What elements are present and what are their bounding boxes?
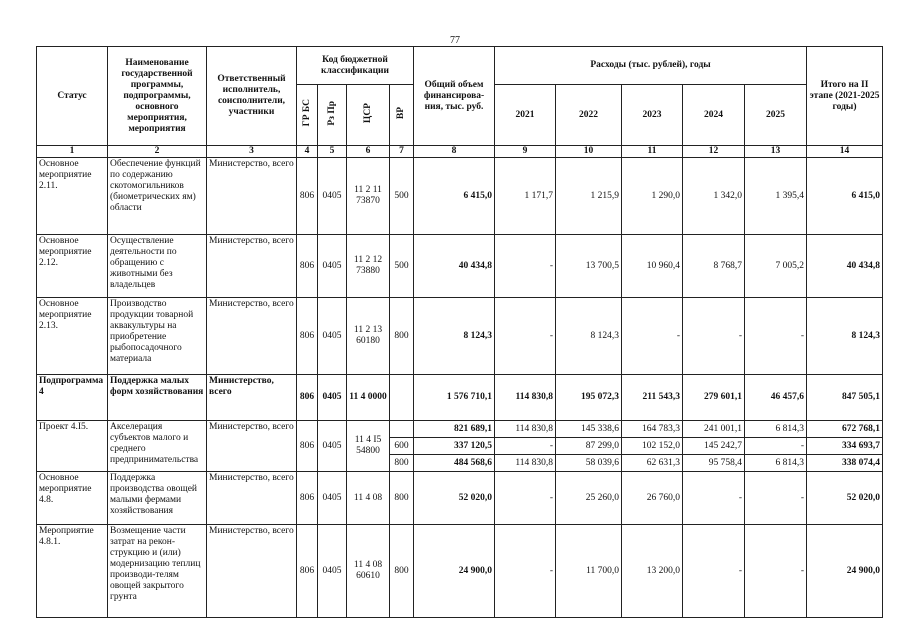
column-number: 3 — [207, 146, 297, 158]
row-stage-total: 334 693,7 — [807, 438, 883, 455]
header-year-2025: 2025 — [745, 85, 807, 146]
header-total-volume: Общий объем финансирова-ния, тыс. руб. — [414, 47, 495, 146]
row-csr: 11 4 I5 54800 — [347, 421, 390, 472]
row-2025: 7 005,2 — [745, 235, 807, 298]
row-2023: 13 200,0 — [622, 525, 683, 618]
row-rzpr: 0405 — [318, 375, 347, 421]
column-number: 2 — [108, 146, 207, 158]
row-csr: 11 4 08 — [347, 472, 390, 525]
row-grbs: 806 — [297, 158, 318, 235]
table-row — [37, 421, 883, 438]
row-2022: 8 124,3 — [556, 298, 622, 375]
header-year-2022: 2022 — [556, 85, 622, 146]
row-2023: 211 543,3 — [622, 375, 683, 421]
row-total: 8 124,3 — [414, 298, 495, 375]
row-2025: - — [745, 525, 807, 618]
column-number: 14 — [807, 146, 883, 158]
row-2022: 1 215,9 — [556, 158, 622, 235]
column-number: 6 — [347, 146, 390, 158]
row-2021: 114 830,8 — [495, 421, 556, 438]
row-csr: 11 2 11 73870 — [347, 158, 390, 235]
row-grbs: 806 — [297, 375, 318, 421]
row-vr: 500 — [390, 235, 414, 298]
row-grbs: 806 — [297, 298, 318, 375]
row-csr: 11 2 13 60180 — [347, 298, 390, 375]
column-number: 1 — [37, 146, 108, 158]
row-total: 24 900,0 — [414, 525, 495, 618]
row-2024: 241 001,1 — [683, 421, 745, 438]
row-grbs: 806 — [297, 235, 318, 298]
row-status: Основное мероприятие 2.13. — [37, 298, 108, 375]
row-2021: - — [495, 525, 556, 618]
header-stage-total: Итого на II этапе (2021-2025 годы) — [807, 47, 883, 146]
header-year-2024: 2024 — [683, 85, 745, 146]
row-total: 52 020,0 — [414, 472, 495, 525]
row-total: 484 568,6 — [414, 455, 495, 472]
column-number: 8 — [414, 146, 495, 158]
row-stage-total: 338 074,4 — [807, 455, 883, 472]
row-2024: 279 601,1 — [683, 375, 745, 421]
row-rzpr: 0405 — [318, 235, 347, 298]
header-name: Наименование государственной программы, подпрограммы, основного мероприятия, мероприятия — [108, 47, 207, 146]
row-total: 6 415,0 — [414, 158, 495, 235]
row-total: 1 576 710,1 — [414, 375, 495, 421]
row-responsible: Министерство, всего — [207, 525, 297, 618]
row-name: Осуществление деятельности по обращению с животными без владельцев — [108, 235, 207, 298]
row-2022: 13 700,5 — [556, 235, 622, 298]
row-vr: 800 — [390, 455, 414, 472]
row-2024: - — [683, 472, 745, 525]
row-vr: 600 — [390, 438, 414, 455]
column-number: 13 — [745, 146, 807, 158]
row-status: Основное мероприятие 4.8. — [37, 472, 108, 525]
row-name: Возмещение части затрат на рекон-струкцию и (или) модернизацию теплиц производи-телям овощей закрытого грунта — [108, 525, 207, 618]
row-2025: 46 457,6 — [745, 375, 807, 421]
column-number: 10 — [556, 146, 622, 158]
row-responsible: Министерство, всего — [207, 298, 297, 375]
row-status: Мероприятие 4.8.1. — [37, 525, 108, 618]
row-name: Производство продукции товарной аквакультуры на приобретение рыбопосадочного материала — [108, 298, 207, 375]
row-2024: 145 242,7 — [683, 438, 745, 455]
row-2022: 11 700,0 — [556, 525, 622, 618]
header-status: Статус — [37, 47, 108, 146]
column-number: 5 — [318, 146, 347, 158]
table-row — [37, 472, 883, 525]
row-rzpr: 0405 — [318, 421, 347, 472]
column-number: 4 — [297, 146, 318, 158]
row-2022: 195 072,3 — [556, 375, 622, 421]
row-2022: 145 338,6 — [556, 421, 622, 438]
row-2023: 102 152,0 — [622, 438, 683, 455]
row-csr: 11 4 0000 — [347, 375, 390, 421]
row-status: Основное мероприятие 2.11. — [37, 158, 108, 235]
row-status: Проект 4.I5. — [37, 421, 108, 472]
row-2024: - — [683, 525, 745, 618]
table-row — [37, 525, 883, 618]
row-grbs: 806 — [297, 525, 318, 618]
row-name: Поддержка малых форм хозяйствования — [108, 375, 207, 421]
row-2024: 1 342,0 — [683, 158, 745, 235]
row-vr: 800 — [390, 298, 414, 375]
header-budget-code: Код бюджетной классификации — [297, 47, 414, 85]
row-2023: 164 783,3 — [622, 421, 683, 438]
row-responsible: Министерство, всего — [207, 235, 297, 298]
row-stage-total: 24 900,0 — [807, 525, 883, 618]
column-number: 7 — [390, 146, 414, 158]
row-responsible: Министерство, всего — [207, 421, 297, 472]
row-stage-total: 52 020,0 — [807, 472, 883, 525]
row-2025: - — [745, 472, 807, 525]
row-2025: 6 814,3 — [745, 455, 807, 472]
row-total: 337 120,5 — [414, 438, 495, 455]
row-2025: 1 395,4 — [745, 158, 807, 235]
row-csr: 11 2 12 73880 — [347, 235, 390, 298]
header-expenses: Расходы (тыс. рублей), годы — [495, 47, 807, 85]
row-name: Обеспечение функций по содержанию скотомогильников (биометрических ям) области — [108, 158, 207, 235]
row-vr — [390, 375, 414, 421]
row-2022: 58 039,6 — [556, 455, 622, 472]
row-2021: - — [495, 298, 556, 375]
row-2023: 26 760,0 — [622, 472, 683, 525]
column-number: 12 — [683, 146, 745, 158]
row-vr: 800 — [390, 472, 414, 525]
row-2024: 8 768,7 — [683, 235, 745, 298]
row-rzpr: 0405 — [318, 525, 347, 618]
row-2022: 25 260,0 — [556, 472, 622, 525]
row-2023: 1 290,0 — [622, 158, 683, 235]
row-2021: - — [495, 472, 556, 525]
row-2024: 95 758,4 — [683, 455, 745, 472]
header-csr: ЦСР — [362, 102, 373, 124]
row-2021: 1 171,7 — [495, 158, 556, 235]
row-total: 40 434,8 — [414, 235, 495, 298]
row-grbs: 806 — [297, 421, 318, 472]
row-2024: - — [683, 298, 745, 375]
column-number: 9 — [495, 146, 556, 158]
row-2023: 10 960,4 — [622, 235, 683, 298]
table-row — [37, 375, 883, 421]
row-2021: 114 830,8 — [495, 455, 556, 472]
header-grbs: ГР БС — [301, 99, 312, 127]
row-2021: - — [495, 438, 556, 455]
budget-table — [36, 46, 883, 618]
row-rzpr: 0405 — [318, 472, 347, 525]
row-stage-total: 847 505,1 — [807, 375, 883, 421]
header-responsible: Ответственный исполнитель, соисполнители, участники — [207, 47, 297, 146]
header-vr: ВР — [396, 106, 406, 120]
table-row — [37, 158, 883, 235]
row-stage-total: 6 415,0 — [807, 158, 883, 235]
row-responsible: Министерство, всего — [207, 158, 297, 235]
column-number: 11 — [622, 146, 683, 158]
row-responsible: Министерство, всего — [207, 472, 297, 525]
row-2021: - — [495, 235, 556, 298]
row-status: Подпрограмма 4 — [37, 375, 108, 421]
page-number: 77 — [450, 35, 460, 46]
row-csr: 11 4 08 60610 — [347, 525, 390, 618]
column-number-row — [37, 146, 883, 158]
row-stage-total: 40 434,8 — [807, 235, 883, 298]
row-2023: - — [622, 298, 683, 375]
row-vr: 500 — [390, 158, 414, 235]
row-2025: 6 814,3 — [745, 421, 807, 438]
header-year-2021: 2021 — [495, 85, 556, 146]
row-stage-total: 8 124,3 — [807, 298, 883, 375]
row-vr — [390, 421, 414, 438]
row-status: Основное мероприятие 2.12. — [37, 235, 108, 298]
row-2023: 62 631,3 — [622, 455, 683, 472]
row-name: Акселерация субъектов малого и среднего предпринимательства — [108, 421, 207, 472]
row-total: 821 689,1 — [414, 421, 495, 438]
row-name: Поддержка производства овощей малыми фермами хозяйствования — [108, 472, 207, 525]
table-row — [37, 235, 883, 298]
row-2021: 114 830,8 — [495, 375, 556, 421]
row-rzpr: 0405 — [318, 158, 347, 235]
row-stage-total: 672 768,1 — [807, 421, 883, 438]
row-grbs: 806 — [297, 472, 318, 525]
row-2025: - — [745, 438, 807, 455]
row-vr: 800 — [390, 525, 414, 618]
table-row — [37, 298, 883, 375]
header-year-2023: 2023 — [622, 85, 683, 146]
row-2025: - — [745, 298, 807, 375]
row-responsible: Министерство, всего — [207, 375, 297, 421]
header-rzpr: Рз Пр — [326, 100, 337, 126]
row-rzpr: 0405 — [318, 298, 347, 375]
row-2022: 87 299,0 — [556, 438, 622, 455]
